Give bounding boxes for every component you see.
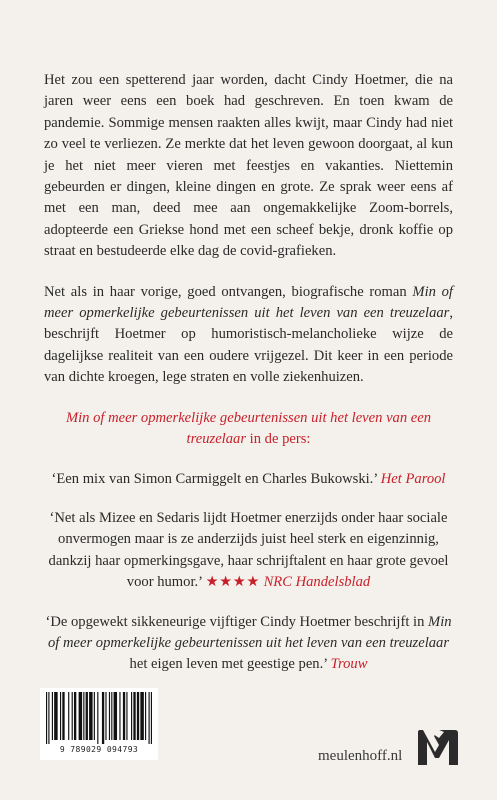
quote-3-source: Trouw [330, 656, 368, 673]
barcode-bar [111, 692, 112, 740]
press-heading [44, 408, 453, 451]
barcode-bar [62, 692, 64, 740]
barcode-bar [79, 692, 82, 740]
barcode-bar [48, 692, 49, 744]
barcode-bar [72, 692, 73, 740]
barcode-bar [137, 692, 139, 740]
barcode-bar [119, 692, 120, 740]
barcode-bar [114, 692, 117, 740]
barcode-bar [54, 692, 57, 740]
barcode-bar [123, 692, 125, 740]
barcode-bar [60, 692, 61, 740]
blurb-paragraph-1: Het zou een spetterend jaar worden, dacht Cindy Hoetmer, die na jaren weer eens een boek had geschreven. En toen kwam de pandemie. Sommige mensen raakten alles kwijt, maar Cindy had niet zo veel te verliezen. Ze merkte dat het leven gewoon doorgaat, al kun je het niet meer vieren met feestjes en vakanties. Niettemin gebeurden er dingen, kleine dingen en grote. Ze sprak weer eens af met een man, deed mee aan ongemakkelijke Zoom-borrels, adopteerde een Griekse hond met een scheef bekje, dronk koffie op straat en bestudeerde elke dag de covid-grafieken. [44, 72, 453, 260]
barcode-bar [145, 692, 146, 740]
quote-3-end: het eigen leven met geestige pen.’ [129, 656, 331, 673]
isbn-barcode [40, 688, 158, 760]
star-rating-icon: ★★★★ [205, 574, 260, 591]
barcode-bar [83, 692, 84, 740]
blurb-book-title: Min of meer opmerkelijke gebeurtenissen uit het leven van een treuzelaar [44, 283, 453, 322]
barcode-bar [74, 692, 76, 740]
meulenhoff-m-logo-icon [415, 728, 463, 766]
press-quote-3 [44, 612, 453, 676]
blurb-paragraph-2-end: , beschrijft Hoetmer op humoristisch-melancholieke wijze de dagelijkse realiteit van een oudere vrijgezel. Dit keer in een periode van dichte kroegen, lege straten en volle ziekenhuizen. [44, 305, 453, 386]
barcode-bar [151, 692, 152, 744]
barcode-bar [52, 692, 53, 740]
barcode-bar [140, 692, 143, 740]
press-quote-2 [44, 508, 453, 594]
quote-1-source: Het Parool [380, 470, 446, 487]
quote-2-source: NRC Handelsblad [259, 574, 371, 591]
barcode-bar [86, 692, 88, 740]
barcode-bar [102, 692, 104, 744]
barcode-bar [94, 692, 95, 740]
barcode-bar [149, 692, 150, 744]
press-heading-suffix: in de pers: [246, 431, 311, 448]
blurb-paragraph-2-start: Net als in haar vorige, goed ontvangen, biografische roman [44, 283, 413, 300]
blurb-text [44, 70, 453, 389]
quote-1-text: ‘Een mix van Simon Carmiggelt en Charles Bukowski.’ [51, 470, 381, 487]
barcode-bar [46, 692, 47, 744]
press-heading-title: Min of meer opmerkelijke gebeurtenissen uit het leven van een treuzelaar [65, 409, 432, 448]
press-quote-1 [44, 469, 453, 490]
quote-3-title: Min of meer opmerkelijke gebeurtenissen uit het leven van een treuzelaar [47, 613, 452, 651]
barcode-bar [131, 692, 132, 740]
barcode-bar [97, 692, 98, 744]
barcode-bar [133, 692, 135, 740]
quote-2-text: ‘Net als Mizee en Sedaris lijdt Hoetmer enerzijds onder haar sociale onvermogen maar is ze anderzijds juist heel sterk en eigenzinnig, dankzij haar opmerkingsgave, haar schrijftalent en haar grote gevoel voor humor.’ [48, 509, 449, 591]
barcode-bar [105, 692, 106, 740]
publisher-website: meulenhoff.nl [318, 748, 403, 764]
barcode-bar [109, 692, 110, 740]
barcode-bar [68, 692, 69, 740]
barcode-bar [89, 692, 92, 740]
barcode-digits: 9 789029 094793 [59, 745, 139, 754]
barcode-icon [46, 692, 152, 744]
quote-3-start: ‘De opgewekt sikkeneurige vijftiger Cindy Hoetmer beschrijft in [45, 613, 429, 630]
barcode-bar [126, 692, 127, 740]
blurb-paragraph-2 [44, 282, 453, 389]
